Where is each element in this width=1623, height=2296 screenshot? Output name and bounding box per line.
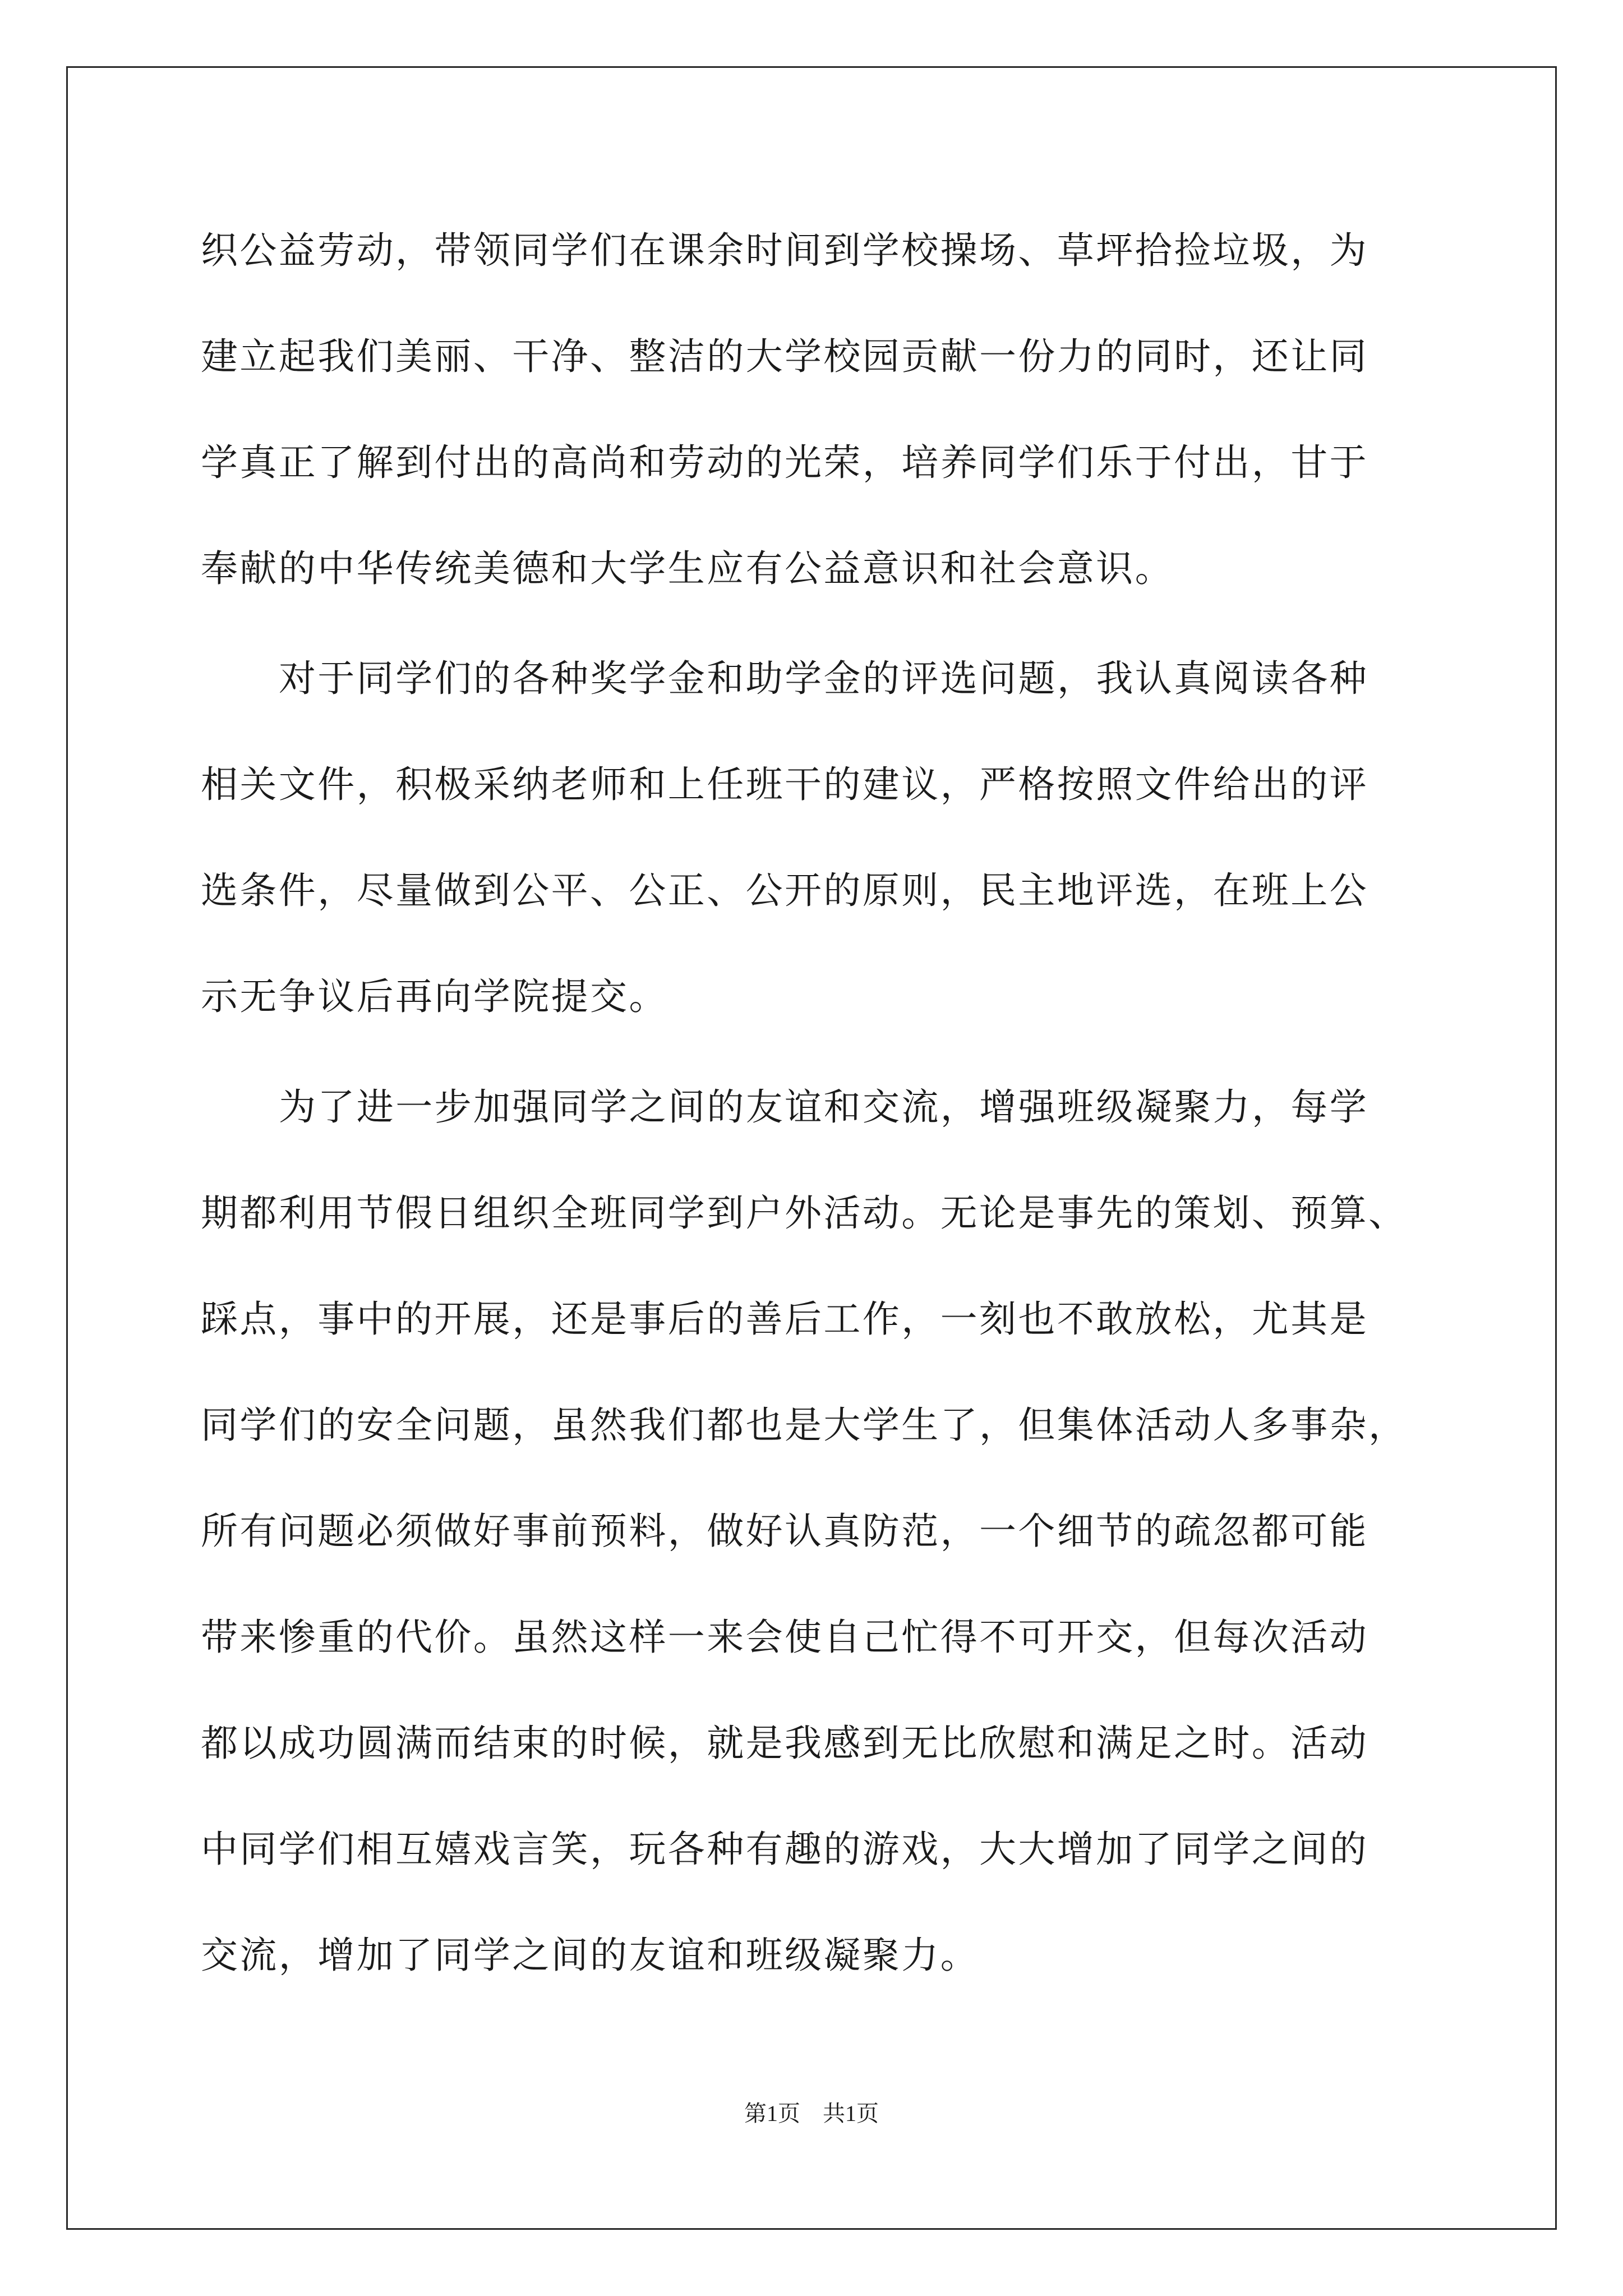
text-line: 选条件，尽量做到公平、公正、公开的原则，民主地评选，在班上公 <box>201 869 1368 912</box>
text-line: 踩点，事中的开展，还是事后的善后工作，一刻也不敢放松，尤其是 <box>201 1297 1368 1341</box>
text-line: 中同学们相互嬉戏言笑，玩各种有趣的游戏，大大增加了同学之间的 <box>201 1828 1368 1871</box>
text-line: 交流，增加了同学之间的友谊和班级凝聚力。 <box>201 1934 979 1977</box>
text-line: 相关文件，积极采纳老师和上任班干的建议，严格按照文件给出的评 <box>201 763 1368 806</box>
text-line: 同学们的安全问题，虽然我们都也是大学生了，但集体活动人多事杂， <box>201 1404 1408 1447</box>
text-line: 所有问题必须做好事前预料，做好认真防范，一个细节的疏忽都可能 <box>201 1510 1368 1553</box>
text-line: 期都利用节假日组织全班同学到户外活动。无论是事先的策划、预算、 <box>201 1191 1408 1235</box>
text-line: 奉献的中华传统美德和大学生应有公益意识和社会意识。 <box>201 547 1174 590</box>
text-line: 带来惨重的代价。虽然这样一来会使自己忙得不可开交，但每次活动 <box>201 1616 1368 1659</box>
text-line: 建立起我们美丽、干净、整洁的大学校园贡献一份力的同时，还让同 <box>201 335 1368 378</box>
text-line: 织公益劳动，带领同学们在课余时间到学校操场、草坪拾捡垃圾，为 <box>201 229 1368 272</box>
text-line: 都以成功圆满而结束的时候，就是我感到无比欣慰和满足之时。活动 <box>201 1722 1368 1765</box>
text-line: 学真正了解到付出的高尚和劳动的光荣，培养同学们乐于付出，甘于 <box>201 441 1368 484</box>
page-number-footer: 第1页 共1页 <box>744 2101 879 2126</box>
text-line: 示无争议后再向学院提交。 <box>201 975 668 1018</box>
paragraph-first-line: 对于同学们的各种奖学金和助学金的评选问题，我认真阅读各种 <box>279 657 1369 700</box>
page-border <box>66 66 1557 2230</box>
paragraph-first-line: 为了进一步加强同学之间的友谊和交流，增强班级凝聚力，每学 <box>279 1085 1369 1129</box>
